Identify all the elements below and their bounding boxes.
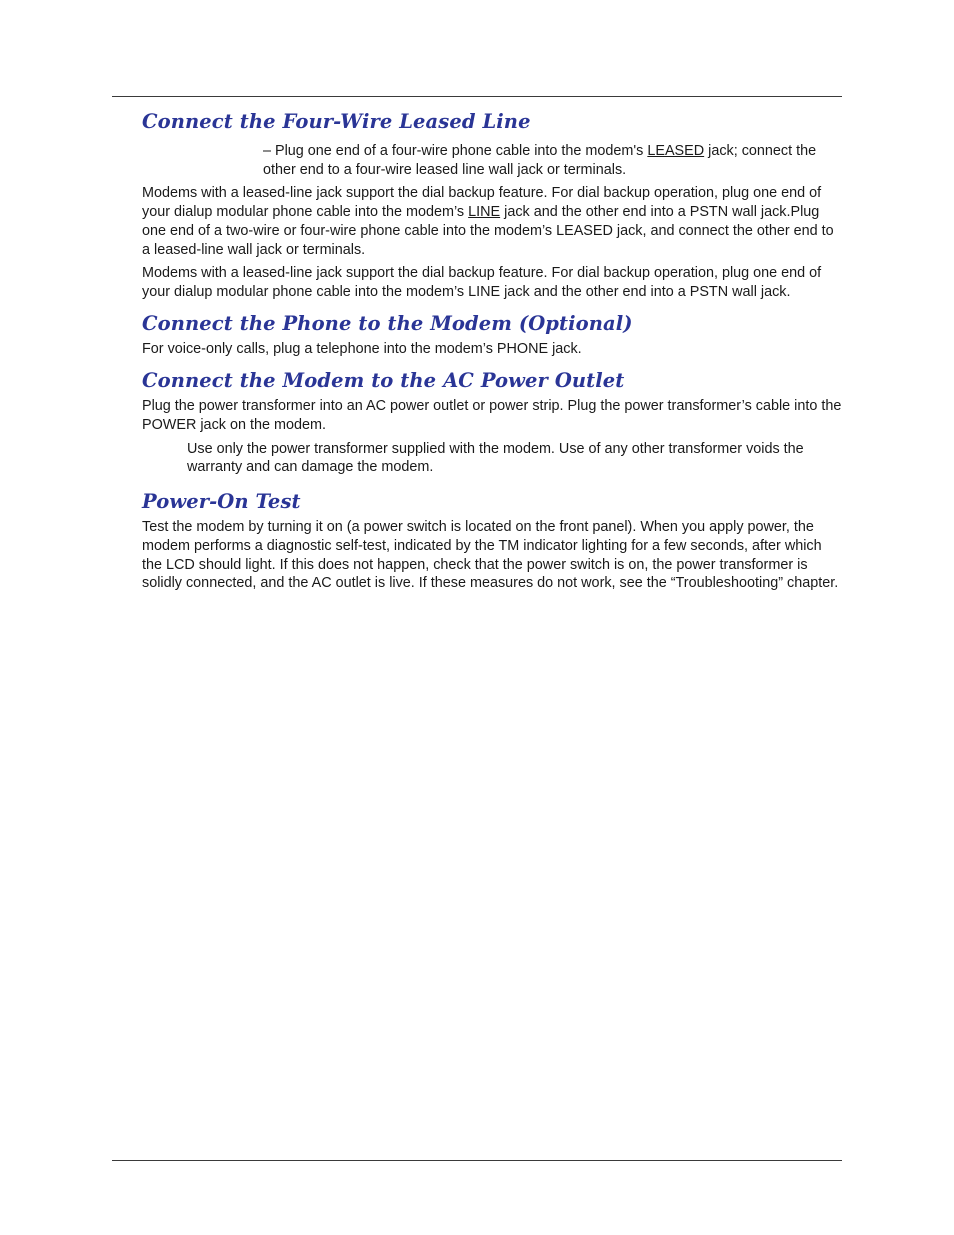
section-heading-power-on-test: Power-On Test — [142, 490, 301, 514]
leased-line-text-pre: – Plug one end of a four-wire phone cable into the modem's — [263, 143, 648, 159]
leased-jack-term: LEASED — [647, 143, 705, 159]
dial-backup-text-post: jack and the other end into a PSTN wall jack.Plug one end of a two-wire or four-wire phone cable into the modem’s LEASED jack, and connect the other end to a leased-line wall jack or terminals. — [142, 204, 834, 258]
leased-line-text-post: jack; connect the other end to a four-wire leased line wall jack or terminals. — [263, 143, 817, 178]
dial-backup-paragraph — [142, 184, 842, 259]
leased-line-instructions — [142, 142, 842, 179]
page-content — [142, 108, 842, 593]
power-outlet-paragraph: Plug the power transformer into an AC power outlet or power strip. Plug the power transformer’s cable into the POWER jack on the modem. — [142, 398, 842, 434]
phone-paragraph: For voice-only calls, plug a telephone into the modem’s PHONE jack. — [142, 340, 582, 357]
header-rule — [112, 96, 842, 97]
section-heading-phone: Connect the Phone to the Modem (Optional) — [142, 311, 633, 335]
power-on-test-paragraph: Test the modem by turning it on (a power switch is located on the front panel). When you apply power, the modem performs a diagnostic self-test, indicated by the TM indicator lighting for a few seconds, after which the LCD should light. If this does not happen, check that the power switch is on, the power transformer is solidly connected, and the AC outlet is live. If these measures do not work, see the “Troubleshooting” chapter. — [142, 519, 839, 592]
section-heading-power-outlet: Connect the Modem to the AC Power Outlet — [142, 369, 625, 393]
section-heading-leased-line: Connect the Four-Wire Leased Line — [142, 110, 531, 133]
dial-backup-text-pre: Modems with a leased-line jack support the dial backup feature. For dial backup operation, plug one end of your dialup modular phone cable into the modem’s — [142, 185, 822, 221]
line-jack-term: LINE — [468, 204, 501, 221]
dial-backup-paragraph-2: Modems with a leased-line jack support the dial backup feature. For dial backup operation, plug one end of your dialup modular phone cable into the modem’s LINE jack and the other end into a PSTN wall jack. — [142, 265, 822, 300]
footer-rule — [112, 1160, 842, 1161]
power-transformer-note: Use only the power transformer supplied with the modem. Use of any other transformer voids the warranty and can damage the modem. — [187, 440, 804, 476]
